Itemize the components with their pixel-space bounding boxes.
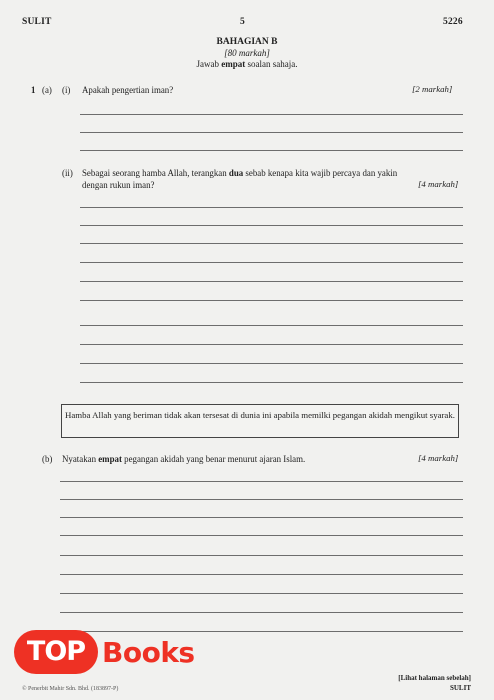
question-number: 1 <box>31 85 36 95</box>
question-ii-text-2: sebab kenapa kita wajib percaya dan yakin dengan rukun iman? <box>82 168 398 190</box>
answer-line <box>60 535 463 536</box>
footer-publisher: © Penerbit Mahir Sdn. Bhd. (183897-P) <box>22 686 119 692</box>
header-page-number: 5 <box>240 17 245 27</box>
logo-books-text: Books <box>102 636 195 669</box>
answer-line <box>60 499 463 500</box>
topbooks-logo <box>14 630 199 674</box>
answer-line <box>80 344 463 345</box>
answer-line <box>80 300 463 301</box>
answer-line <box>60 574 463 575</box>
question-b-text-2: pegangan akidah yang benar menurut ajaran Islam. <box>121 454 306 464</box>
answer-line <box>80 382 463 383</box>
answer-line <box>80 281 463 282</box>
question-ii-text <box>82 167 412 191</box>
answer-line <box>80 132 463 133</box>
section-instruction <box>0 59 494 69</box>
answer-line <box>60 517 463 518</box>
question-b-text-1: Nyatakan <box>62 454 99 464</box>
header-paper-code: 5226 <box>443 17 463 27</box>
marks-ii: [4 markah] <box>418 179 459 189</box>
marks-i: [2 markah] <box>412 84 453 94</box>
question-b-bold: empat <box>98 454 122 464</box>
question-i-text: Apakah pengertian iman? <box>82 85 174 95</box>
instruction-text-2: soalan sahaja. <box>245 59 298 69</box>
statement-text: Hamba Allah yang beriman tidak akan tersesat di dunia ini apabila memilki pegangan akidah mengikut syarak. <box>65 410 455 420</box>
answer-line <box>80 114 463 115</box>
section-title: BAHAGIAN B <box>216 37 278 47</box>
marks-b: [4 markah] <box>418 453 459 463</box>
header-sulit: SULIT <box>22 17 52 27</box>
answer-line <box>80 150 463 151</box>
footer-next-page: [Lihat halaman sebelah] <box>398 674 471 682</box>
sub-ii-label: (ii) <box>62 168 73 178</box>
answer-line <box>60 593 463 594</box>
footer-sulit: SULIT <box>449 684 471 692</box>
logo-top-badge: TOP <box>14 630 98 674</box>
question-ii-text-1: Sebagai seorang hamba Allah, terangkan <box>82 168 229 178</box>
sub-i-label: (i) <box>62 85 71 95</box>
answer-line <box>80 207 463 208</box>
answer-line <box>80 325 463 326</box>
instruction-bold: empat <box>221 59 246 69</box>
answer-line <box>60 555 463 556</box>
answer-line <box>80 262 463 263</box>
question-b-text <box>62 453 305 465</box>
answer-line <box>80 243 463 244</box>
statement-box <box>61 404 459 438</box>
section-marks: [80 markah] <box>224 48 270 58</box>
question-ii-bold: dua <box>228 168 244 178</box>
part-b-label: (b) <box>42 454 53 464</box>
instruction-text-1: Jawab <box>196 59 222 69</box>
answer-line <box>80 225 463 226</box>
answer-line <box>60 481 463 482</box>
answer-line <box>60 612 463 613</box>
part-a-label: (a) <box>42 85 52 95</box>
answer-line <box>80 363 463 364</box>
